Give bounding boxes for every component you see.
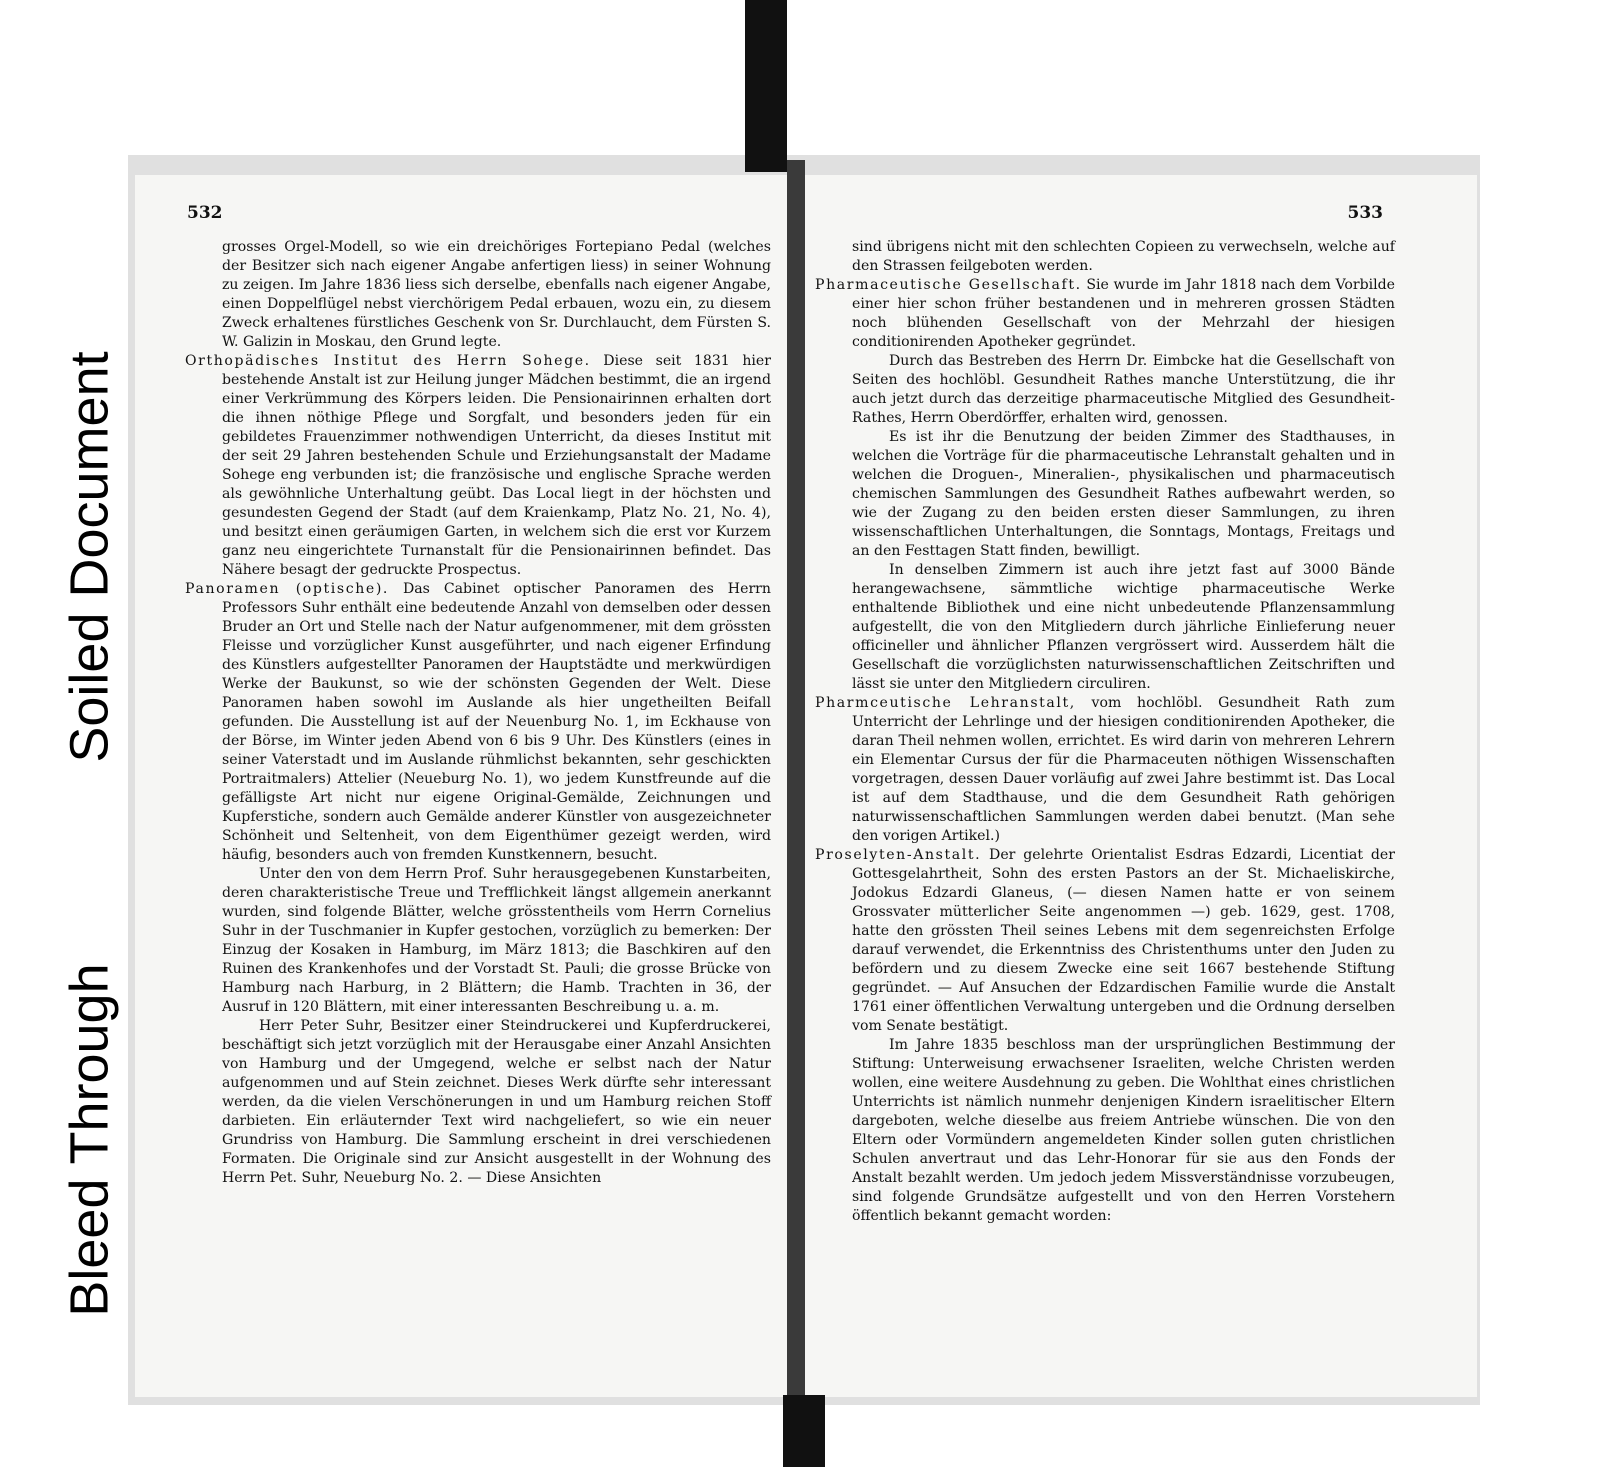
right-paragraph-1: sind übrigens nicht mit den schlechten Copieen zu verwechseln, welche auf den Strassen feilgeboten werden. — [852, 239, 1395, 274]
left-page-text — [185, 238, 771, 1188]
left-paragraph-3: Herr Peter Suhr, Besitzer einer Steindruckerei und Kupferdruckerei, beschäftigt sich jetzt vorzüglich mit der Herausgabe einer Anzahl Ansichten von Hamburg und der Umgegend, welche er selbst nach der Natur aufgenommen und auf Stein zeichnet. Dieses Werk dürfte sehr interessant werden, da die vielen Verschönerungen in und um Hamburg reichen Stoff darbieten. Ein erläuternder Text wird nachgeliefert, so wie ein neuer Grundriss von Hamburg. Die Sammlung erscheint in drei verschiedenen Formaten. Die Originale sind zur Ansicht ausgestellt in der Wohnung des Herrn Pet. Suhr, Neueburg No. 2. — Diese Ansichten — [222, 1018, 771, 1186]
entry-heading: Pharmaceutische Gesellschaft. — [815, 277, 1082, 293]
entry-heading: Proselyten-Anstalt. — [815, 847, 982, 863]
entry-body: Sie wurde im Jahr 1818 nach dem Vorbilde einer hier schon früher bestandenen und in mehreren grossen Städten noch blühenden Gesellschaft von der Mehrzahl der hiesigen conditionirenden Apotheker gegründet. — [852, 277, 1395, 350]
right-paragraph-4: In denselben Zimmern ist auch ihre jetzt fast auf 3000 Bände herangewachsene, sämmtliche wichtige pharmaceutische Werke enthaltende Bibliothek und eine nicht unbedeutende Pflanzensammlung aufgestellt, die von den Mitgliedern durch jährliche Einlieferung neuer officineller und ähnlicher Pflanzen vergrössert wird. Ausserdem hält die Gesellschaft die vorzüglichsten naturwissenschaftlichen Zeitschriften und lässt sie unter den Mitgliedern circuliren. — [852, 562, 1395, 692]
book-gutter — [787, 160, 805, 1405]
left-paragraph-2: Unter den von dem Herrn Prof. Suhr herausgegebenen Kunstarbeiten, deren charakteristische Treue und Trefflichkeit längst allgemein anerkannt wurden, sind folgende Blätter, welche grösstentheils vom Herrn Cornelius Suhr in der Tuschmanier in Kupfer gestochen, vorzüglich zu bemerken: Der Einzug der Kosaken in Hamburg, im März 1813; die Baschkiren auf den Ruinen des Krankenhofes und der Vorstadt St. Pauli; die grosse Brücke von Hamburg nach Harburg, in 2 Blättern; die Hamb. Trachten in 36, der Ausruf in 120 Blättern, mit einer interessanten Beschreibung u. a. m. — [222, 866, 771, 1015]
bleed-through-stamp — [55, 905, 125, 1375]
left-page — [135, 175, 787, 1397]
right-paragraph-2: Durch das Bestreben des Herrn Dr. Eimbcke hat die Gesellschaft von Seiten des hochlöbl. Gesundheit Rathes manche Unterstützung, die ihr auch jetzt durch das derzeitige pharmaceutische Mitglied des Gesundheit-Rathes, Herrn Oberdörffer, erhalten wird, genossen. — [852, 353, 1395, 426]
book-tab-bottom — [783, 1395, 825, 1467]
entry-body: Diese seit 1831 hier bestehende Anstalt ist zur Heilung junger Mädchen bestimmt, die an irgend einer Verkrümmung des Körpers leiden. Die Pensionairinnen erhalten dort die ihnen nöthige Pflege und Sorgfalt, und besonders jeden für ein gebildetes Frauenzimmer nothwendigen Unterricht, da dieses Institut mit der seit 29 Jahren bestehenden Schule und Erziehungsanstalt der Madame Sohege eng verbunden ist; die französische und englische Sprache werden als gewöhnliche Unterhaltung geübt. Das Local liegt in der höchsten und gesundesten Gegend der Stadt (auf dem Kraienkamp, Platz No. 21, No. 4), und besitzt einen geräumigen Garten, in welchem sich die erst vor Kurzem ganz neu eingerichtete Turnanstalt für die Pensionairinnen befindet. Das Nähere besagt der gedruckte Prospectus. — [222, 353, 771, 578]
entry-body: vom hochlöbl. Gesundheit Rath zum Unterricht der Lehrlinge und der hiesigen conditionirenden Apotheker, die daran Theil nehmen wollen, errichtet. Es wird darin von mehreren Lehrern ein Elementar Cursus der für die Pharmaceuten nöthigen Wissenschaften vorgetragen, dessen Dauer vorläufig auf zwei Jahre bestimmt ist. Das Local ist auf dem Stadthause, und die dem Gesundheit Rath gehörigen naturwissenschaftlichen Sammlungen werden dabei benutzt. (Man sehe den vorigen Artikel.) — [852, 695, 1395, 844]
right-entry-lehranstalt — [815, 694, 1395, 846]
bleed-through-label: Bleed Through — [60, 963, 120, 1317]
entry-heading: Pharmceutische Lehranstalt, — [815, 695, 1076, 711]
right-page-text — [815, 238, 1395, 1226]
right-paragraph-5: Im Jahre 1835 beschloss man der ursprünglichen Bestimmung der Stiftung: Unterweisung erwachsener Israeliten, welche Christen werden wollen, eine weitere Ausdehnung zu geben. Die Wohlthat eines christlichen Unterrichts ist nämlich nunmehr denjenigen Kindern israelitischer Eltern dargeboten, welche dieselbe aus freiem Antriebe wünschen. Die von den Eltern oder Vormündern angemeldeten Kinder sollen guten christlichen Schulen anvertraut und das Lehr-Honorar für sie aus den Fonds der Anstalt bezahlt werden. Um jedoch jedem Missverständnisse vorzubeugen, sind folgende Grundsätze aufgestellt und von den Herren Vorstehern öffentlich bekannt gemacht worden: — [852, 1037, 1395, 1224]
entry-body: Das Cabinet optischer Panoramen des Herrn Professors Suhr enthält eine bedeutende Anzahl von demselben oder dessen Bruder an Ort und Stelle nach der Natur aufgenommener, mit dem grössten Fleisse und vorzüglicher Kunst ausgeführter, und nach eigener Erfindung des Künstlers aufgestellter Panoramen der Hauptstädte und merkwürdigen Werke der Baukunst, so wie der schönsten Gegenden der Welt. Diese Panoramen haben sowohl im Auslande als hier ungetheilten Beifall gefunden. Die Ausstellung ist auf der Neuenburg No. 1, im Eckhause von der Börse, im Winter jeden Abend von 6 bis 9 Uhr. Des Künstlers (eines in seiner Vaterstadt und im Auslande rühmlichst bekannten, sehr geschickten Portraitmalers) Attelier (Neueburg No. 1), wo jedem Kunstfreunde auf die gefälligste Art nicht nur eigene Original-Gemälde, Zeichnungen und Kupferstiche, sondern auch Gemälde anderer Künstler von ausgezeichneter Schönheit und Seltenheit, von dem Eigenthümer gezeigt werden, wird häufig, besonders auch von fremden Kunstkennern, besucht. — [222, 581, 771, 863]
right-page — [805, 175, 1477, 1397]
right-paragraph-3: Es ist ihr die Benutzung der beiden Zimmer des Stadthauses, in welchen die Vorträge für die pharmaceutische Lehranstalt gehalten und in welchen die Droguen-, Mineralien-, physikalischen und pharmaceutisch chemischen Sammlungen des Gesundheit Rathes aufbewahrt werden, so wie der Zugang zu den beiden ersten dieser Sammlungen, zu ihren wissenschaftlichen Unterhaltungen, die Sonntags, Montags, Freitags und an den Festtagen Statt finden, bewilligt. — [852, 429, 1395, 559]
right-entry-proselyten — [815, 846, 1395, 1036]
page-number-right: 533 — [1347, 203, 1383, 223]
right-entry-pharm-gesellschaft — [815, 276, 1395, 352]
entry-heading: Orthopädisches Institut des Herrn Sohege. — [185, 353, 591, 369]
book-tab-top — [745, 0, 787, 172]
left-paragraph-1: grosses Orgel-Modell, so wie ein dreichöriges Fortepiano Pedal (welches der Besitzer sich nach eigener Angabe anfertigen liess) in seiner Wohnung zu zeigen. Im Jahre 1836 liess sich derselbe, ebenfalls nach eigener Angabe, einen Doppelflügel nebst vierchörigem Pedal erbauen, wozu ein, zu diesem Zweck erhaltenes fürstliches Geschenk von Sr. Durchlaucht, dem Fürsten S. W. Galizin in Moskau, den Grund legte. — [222, 239, 771, 350]
left-entry-panoramen — [185, 580, 771, 865]
soiled-document-label: Soiled Document — [60, 351, 121, 763]
entry-heading: Panoramen (optische). — [185, 581, 389, 597]
entry-body: Der gelehrte Orientalist Esdras Edzardi, Licentiat der Gottesgelahrtheit, Sohn des ersten Pastors an der St. Michaeliskirche, Jodokus Edzardi Glaneus, (— diesen Namen hatte er von seinem Grossvater mütterlicher Seite angenommen —) geb. 1629, gest. 1708, hatte den grössten Theil seines Lebens mit dem segenreichsten Erfolge darauf verwendet, die Erkenntniss des Christenthums unter den Juden zu befördern und zu diesem Zwecke eine seit 1667 bestehende Stiftung gegründet. — Auf Ansuchen der Edzardischen Familie wurde die Anstalt 1761 einer öffentlichen Verwaltung untergeben und die Ordnung derselben vom Senate bestätigt. — [852, 847, 1395, 1034]
page-number-left: 532 — [187, 203, 223, 223]
left-entry-orthopaedic — [185, 352, 771, 580]
soiled-document-stamp — [55, 318, 125, 796]
